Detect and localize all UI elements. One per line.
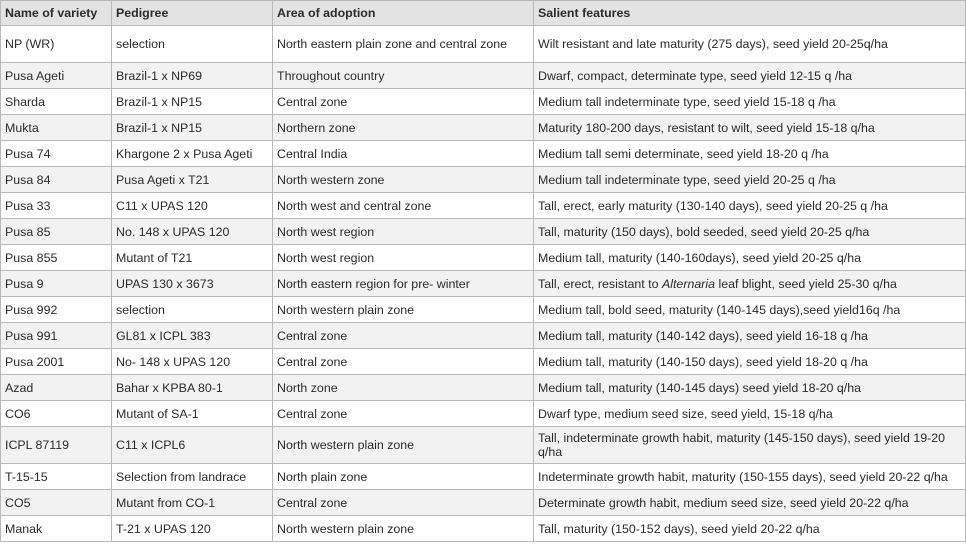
pedigree-cell: No. 148 x UPAS 120 <box>112 219 273 245</box>
variety-name-cell: Pusa 9 <box>1 271 112 297</box>
pedigree-cell: Selection from landrace <box>112 464 273 490</box>
feature-text-after: leaf blight, seed yield 25-30 q/ha <box>715 276 897 291</box>
variety-name-cell: Pusa 2001 <box>1 349 112 375</box>
pedigree-cell: C11 x UPAS 120 <box>112 193 273 219</box>
features-cell: Medium tall, bold seed, maturity (140-145 days),seed yield16q /ha <box>534 297 966 323</box>
area-cell: North western plain zone <box>273 516 534 542</box>
table-row <box>1 349 966 375</box>
features-cell: Tall, indeterminate growth habit, maturity (145-150 days), seed yield 19-20 q/ha <box>534 427 966 464</box>
feature-text-before: Tall, erect, resistant to <box>538 276 662 291</box>
area-cell: North plain zone <box>273 464 534 490</box>
pedigree-cell: selection <box>112 297 273 323</box>
table-row <box>1 115 966 141</box>
table-row <box>1 219 966 245</box>
area-cell: Throughout country <box>273 63 534 89</box>
pedigree-cell: Khargone 2 x Pusa Ageti <box>112 141 273 167</box>
variety-name-cell: NP (WR) <box>1 26 112 63</box>
table-row <box>1 490 966 516</box>
features-cell: Determinate growth habit, medium seed size, seed yield 20-22 q/ha <box>534 490 966 516</box>
variety-name-cell: CO5 <box>1 490 112 516</box>
table-row <box>1 89 966 115</box>
header-pedigree: Pedigree <box>112 1 273 26</box>
features-cell: Medium tall semi determinate, seed yield 18-20 q /ha <box>534 141 966 167</box>
variety-name-cell: Pusa 85 <box>1 219 112 245</box>
variety-name-cell: Pusa 84 <box>1 167 112 193</box>
pedigree-cell: Mutant of T21 <box>112 245 273 271</box>
pedigree-cell: selection <box>112 26 273 63</box>
area-cell: Central India <box>273 141 534 167</box>
variety-name-cell: Manak <box>1 516 112 542</box>
variety-name-cell: Pusa 855 <box>1 245 112 271</box>
pedigree-cell: C11 x ICPL6 <box>112 427 273 464</box>
features-cell <box>534 271 966 297</box>
area-cell: North western plain zone <box>273 427 534 464</box>
table-row <box>1 375 966 401</box>
features-cell: Medium tall, maturity (140-142 days), seed yield 16-18 q /ha <box>534 323 966 349</box>
header-salient-features: Salient features <box>534 1 966 26</box>
header-area-of-adoption: Area of adoption <box>273 1 534 26</box>
table-row <box>1 245 966 271</box>
header-row <box>1 1 966 26</box>
header-name-of-variety: Name of variety <box>1 1 112 26</box>
table-row <box>1 63 966 89</box>
area-cell: Northern zone <box>273 115 534 141</box>
pedigree-cell: Brazil-1 x NP15 <box>112 89 273 115</box>
table-row <box>1 167 966 193</box>
pedigree-cell: Brazil-1 x NP15 <box>112 115 273 141</box>
area-cell: North west region <box>273 245 534 271</box>
variety-name-cell: CO6 <box>1 401 112 427</box>
table-row <box>1 26 966 63</box>
variety-name-cell: T-15-15 <box>1 464 112 490</box>
area-cell: North zone <box>273 375 534 401</box>
features-cell: Dwarf type, medium seed size, seed yield, 15-18 q/ha <box>534 401 966 427</box>
pedigree-cell: Mutant of SA-1 <box>112 401 273 427</box>
feature-text-italic-pathogen: Alternaria <box>661 276 715 291</box>
table-row <box>1 516 966 542</box>
table-row <box>1 271 966 297</box>
pedigree-cell: Brazil-1 x NP69 <box>112 63 273 89</box>
variety-name-cell: Pusa 33 <box>1 193 112 219</box>
table-row <box>1 193 966 219</box>
pedigree-cell: Pusa Ageti x T21 <box>112 167 273 193</box>
area-cell: Central zone <box>273 349 534 375</box>
area-cell: North western plain zone <box>273 297 534 323</box>
features-cell: Medium tall, maturity (140-160days), seed yield 20-25 q/ha <box>534 245 966 271</box>
table-row <box>1 297 966 323</box>
features-cell: Medium tall indeterminate type, seed yield 20-25 q /ha <box>534 167 966 193</box>
features-cell: Indeterminate growth habit, maturity (150-155 days), seed yield 20-22 q/ha <box>534 464 966 490</box>
features-cell: Tall, maturity (150 days), bold seeded, seed yield 20-25 q/ha <box>534 219 966 245</box>
variety-name-cell: Mukta <box>1 115 112 141</box>
features-cell: Medium tall indeterminate type, seed yield 15-18 q /ha <box>534 89 966 115</box>
area-cell: Central zone <box>273 401 534 427</box>
area-cell: North eastern region for pre- winter <box>273 271 534 297</box>
features-cell: Tall, maturity (150-152 days), seed yield 20-22 q/ha <box>534 516 966 542</box>
area-cell: Central zone <box>273 490 534 516</box>
pedigree-cell: Bahar x KPBA 80-1 <box>112 375 273 401</box>
table-body <box>1 26 966 542</box>
features-cell: Tall, erect, early maturity (130-140 days), seed yield 20-25 q /ha <box>534 193 966 219</box>
area-cell: Central zone <box>273 323 534 349</box>
features-cell: Dwarf, compact, determinate type, seed yield 12-15 q /ha <box>534 63 966 89</box>
variety-name-cell: Sharda <box>1 89 112 115</box>
table-row <box>1 464 966 490</box>
table-row <box>1 323 966 349</box>
variety-name-cell: Pusa 991 <box>1 323 112 349</box>
area-cell: North west region <box>273 219 534 245</box>
pedigree-cell: GL81 x ICPL 383 <box>112 323 273 349</box>
variety-name-cell: Pusa 74 <box>1 141 112 167</box>
pedigree-cell: Mutant from CO-1 <box>112 490 273 516</box>
variety-name-cell: Azad <box>1 375 112 401</box>
table-row <box>1 427 966 464</box>
area-cell: North west and central zone <box>273 193 534 219</box>
area-cell: Central zone <box>273 89 534 115</box>
pedigree-cell: UPAS 130 x 3673 <box>112 271 273 297</box>
area-cell: North western zone <box>273 167 534 193</box>
variety-name-cell: Pusa Ageti <box>1 63 112 89</box>
features-cell: Medium tall, maturity (140-150 days), seed yield 18-20 q /ha <box>534 349 966 375</box>
variety-name-cell: Pusa 992 <box>1 297 112 323</box>
features-cell: Wilt resistant and late maturity (275 days), seed yield 20-25q/ha <box>534 26 966 63</box>
variety-name-cell: ICPL 87119 <box>1 427 112 464</box>
pedigree-cell: T-21 x UPAS 120 <box>112 516 273 542</box>
table-row <box>1 401 966 427</box>
features-cell: Maturity 180-200 days, resistant to wilt, seed yield 15-18 q/ha <box>534 115 966 141</box>
pedigree-cell: No- 148 x UPAS 120 <box>112 349 273 375</box>
table-row <box>1 141 966 167</box>
area-cell: North eastern plain zone and central zone <box>273 26 534 63</box>
features-cell: Medium tall, maturity (140-145 days) seed yield 18-20 q/ha <box>534 375 966 401</box>
